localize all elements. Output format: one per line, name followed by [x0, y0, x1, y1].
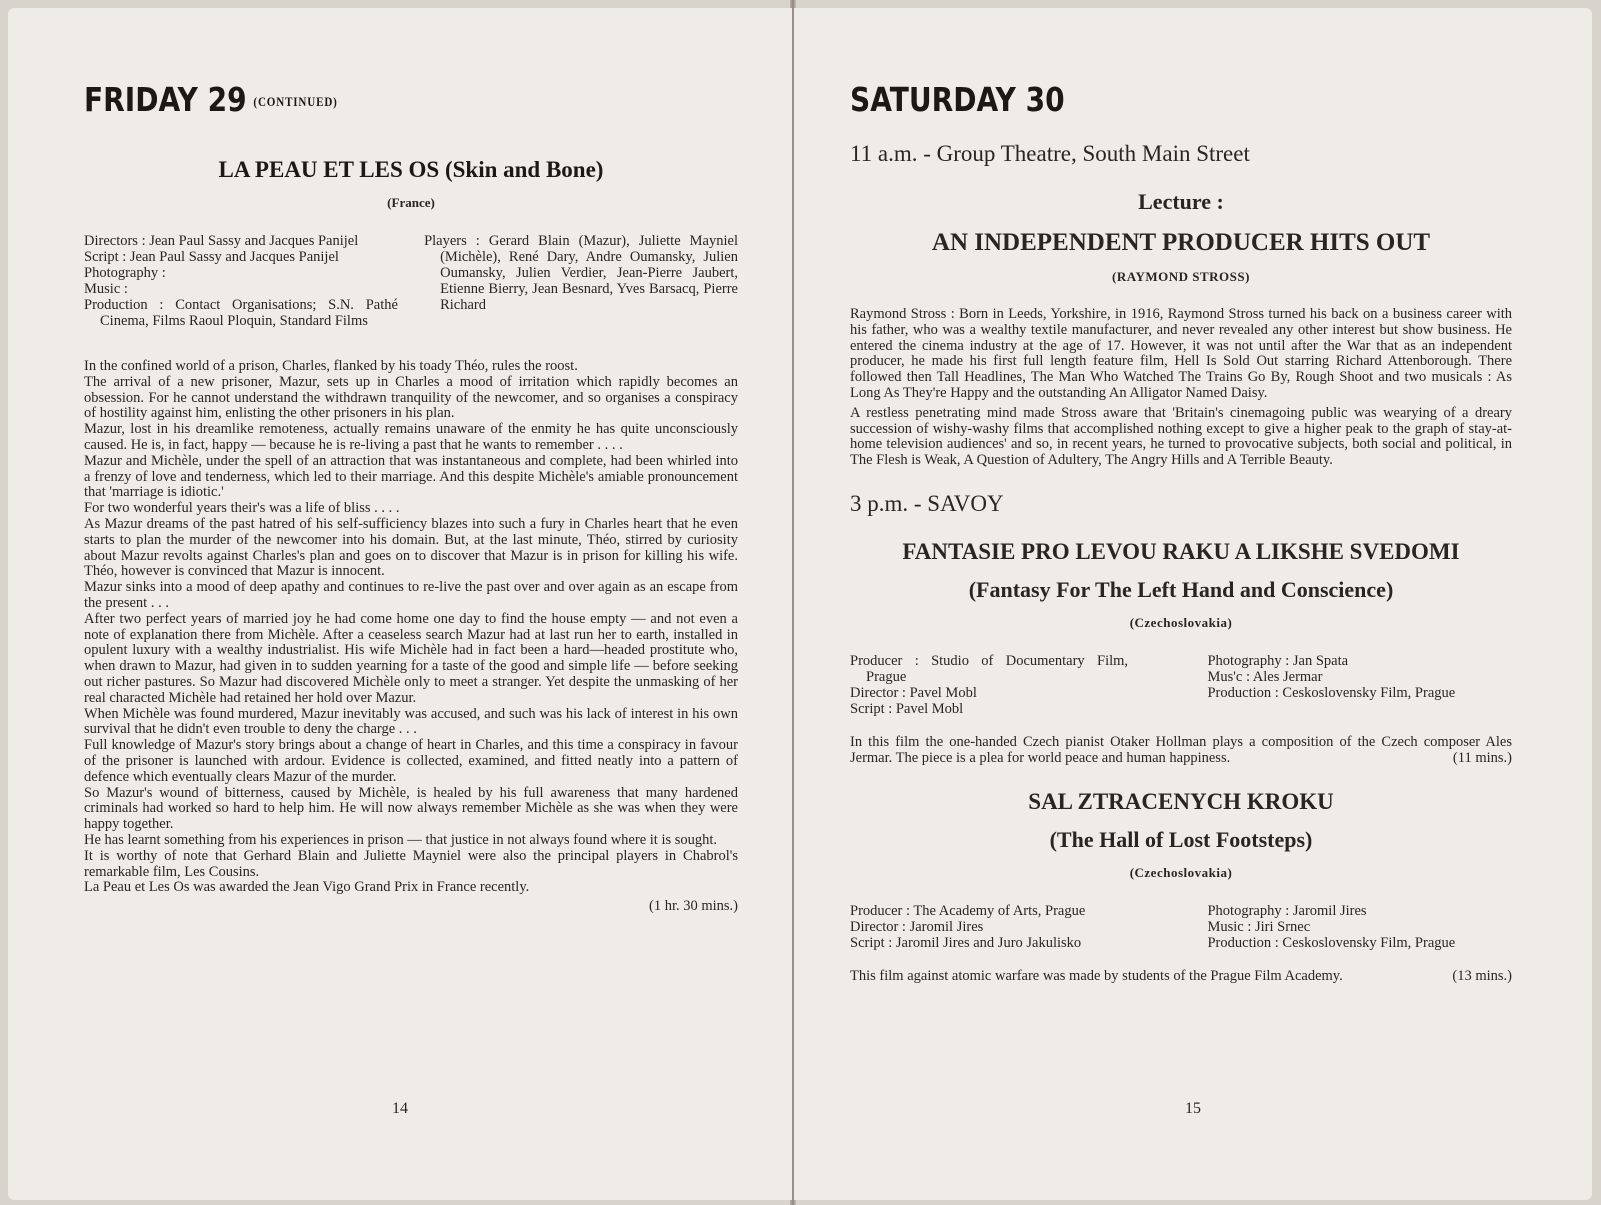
credit-music: Music : — [84, 281, 128, 297]
lecture-speaker: (RAYMOND STROSS) — [1112, 269, 1250, 284]
credit-players: Players : Gerard Blain (Mazur), Juliette Mayniel (Michèle), René Dary, Andre Oumansky, Julien Oumansky, Julien Verdier, Jean-Pierre Jaubert, Etienne Bierry, Jean Besnard, Yves Barsacq, Pierre Richard — [424, 233, 738, 313]
film1-credits-right — [1207, 653, 1512, 717]
credit-music: Mus'c : Ales Jermar — [1207, 668, 1323, 685]
credits-column-left — [84, 233, 398, 329]
lecture-label: Lecture : — [1138, 189, 1224, 214]
synopsis-paragraph: Mazur and Michèle, under the spell of an attraction that was instantaneous and complete, had been whirled into a frenzy of love and tenderness, which led to their marriage. And this despite Michèle's amiable pronouncement that 'marriage is idiotic.' — [84, 452, 738, 501]
film1-country: (Czechoslovakia) — [1129, 614, 1233, 630]
lecture-paragraph: A restless penetrating mind made Stross aware that 'Britain's cinemagoing public was wearying of a dreary succession of wishy-washy films that accomplished nothing except to give a higher peak to the graph of stay-at-home television audiences' and so, in recent years, he turned to provocative subjects, both social and political, in The Flesh is Weak, A Question of Adultery, The Angry Hills and A Terrible Beauty. — [850, 404, 1512, 469]
credit-director: Director : Jaromil Jires — [850, 918, 984, 935]
credit-script: Script : Jaromil Jires and Juro Jakulisko — [850, 934, 1082, 951]
credit-script: Script : Pavel Mobl — [850, 700, 964, 717]
film2-country: (Czechoslovakia) — [1129, 864, 1233, 880]
right-page — [794, 8, 1592, 1200]
film1-title: FANTASIE PRO LEVOU RAKU A LIKSHE SVEDOMI — [902, 538, 1460, 564]
film2-title: SAL ZTRACENYCH KROKU — [1028, 788, 1334, 814]
credit-music: Music : Jiri Srnec — [1207, 918, 1311, 935]
synopsis-paragraph: In the confined world of a prison, Charles, flanked by his toady Théo, rules the roost. — [84, 358, 578, 374]
synopsis-paragraph: The arrival of a new prisoner, Mazur, sets up in Charles a mood of irritation which rapidly becomes an obsession. For he cannot understand the withdrawn tranquility of the newcomer, and so organises a conspiracy of hostility against him, enlisting the other prisoners in his plan. — [84, 373, 738, 422]
lecture-description — [850, 307, 1512, 469]
credit-script: Script : Jean Paul Sassy and Jacques Panijel — [84, 249, 339, 265]
film-credits — [84, 233, 738, 329]
credit-director: Director : Pavel Mobl — [850, 684, 977, 701]
film2-description — [850, 969, 1512, 985]
credit-photography: Photography : — [84, 265, 166, 281]
synopsis — [84, 359, 738, 896]
time-slot-afternoon: 3 p.m. - SAVOY — [850, 490, 1004, 516]
credit-photography: Photography : Jan Spata — [1207, 652, 1349, 669]
credit-production: Production : Ceskoslovensky Film, Prague — [1207, 934, 1456, 951]
synopsis-paragraph: After two perfect years of married joy he had come home one day to find the house empty — and not even a note of explanation there from Michèle. After a ceaseless search Mazur had at last run her to earth, installed in opulent luxury with a wealthy industrialist. His wife Michèle had in fact been a hard—headed prostitute who, when drawn to Mazur, had given in to sudden yearning for a taste of the good and simple life — before seeking out richer pastures. So Mazur had discovered Michèle only to meet a stranger. Yet despite the unmasking of her real characted Michèle had retained her hold over Mazur. — [84, 610, 738, 706]
credits-column-right — [424, 233, 738, 329]
film2-credits — [850, 903, 1512, 951]
lecture-title: AN INDEPENDENT PRODUCER HITS OUT — [931, 229, 1431, 256]
film1-description — [850, 735, 1512, 767]
film2-credits-right — [1207, 903, 1512, 951]
film-duration: (1 hr. 30 mins.) — [648, 898, 738, 915]
synopsis-paragraph: For two wonderful years their's was a life of bliss . . . . — [84, 500, 400, 517]
credit-producer: Producer : The Academy of Arts, Prague — [850, 902, 1086, 919]
synopsis-paragraph: La Peau et Les Os was awarded the Jean Vigo Grand Prix in France recently. — [84, 879, 530, 896]
continued-label: (CONTINUED) — [253, 93, 338, 109]
film2-description-text: This film against atomic warfare was made by students of the Prague Film Academy. — [850, 967, 1343, 984]
credit-directors: Directors : Jean Paul Sassy and Jacques Panijel — [84, 233, 359, 249]
film2-subtitle: (The Hall of Lost Footsteps) — [1049, 826, 1313, 852]
credit-producer: Producer : Studio of Documentary Film, Prague — [850, 652, 1129, 685]
credit-photography: Photography : Jaromil Jires — [1207, 902, 1367, 919]
film1-credits-left — [850, 653, 1128, 717]
time-slot-morning: 11 a.m. - Group Theatre, South Main Street — [850, 141, 1250, 166]
synopsis-paragraph: It is worthy of note that Gerhard Blain and Juliette Mayniel were also the principal players in Chabrol's remarkable film, Les Cousins. — [84, 847, 738, 880]
synopsis-paragraph: Mazur sinks into a mood of deep apathy and continues to re-live the past over and over again as an escape from the present . . . — [84, 579, 738, 611]
synopsis-paragraph: Full knowledge of Mazur's story brings about a change of heart in Charles, and this time a conspiracy in favour of the prisoner is launched with ardour. Evidence is collected, examined, and fitted neatly into a pattern of defence which eventually clears Mazur of the murder. — [84, 737, 738, 785]
credit-production: Production : Ceskoslovensky Film, Prague — [1207, 684, 1456, 701]
synopsis-paragraph: Mazur, lost in his dreamlike remoteness, actually remains unaware of the enmity he has quite unconsciously caused. He is, in fact, happy — because he is re-living a past that he wants to remember . . . . — [84, 421, 738, 453]
page-number-left: 14 — [392, 1100, 408, 1117]
left-page — [8, 8, 792, 1200]
day-heading-friday — [84, 80, 640, 119]
day-heading-saturday: SATURDAY 30 — [850, 80, 1065, 119]
day-label: FRIDAY 29 — [84, 80, 247, 119]
synopsis-paragraph: As Mazur dreams of the past hatred of his self-sufficiency blazes into such a fury in Charles heart that he even starts to plan the murder of the newcomer into his domain. But, at the last minute, Théo, stirred by curiosity about Mazur revolts against Charles's plan and goes on to discover that Mazur is in prison for killing his wife. Théo, however is convinced that Mazur is innocent. — [84, 515, 738, 580]
film-country: (France) — [387, 195, 435, 210]
film1-subtitle: (Fantasy For The Left Hand and Conscience) — [968, 576, 1394, 602]
synopsis-paragraph: So Mazur's wound of bitterness, caused by Michèle, is healed by his full awareness that many hardened criminals had worked so hard to help him. He will now always remember Michèle as she was when they were happy together. — [84, 784, 738, 833]
synopsis-paragraph: When Michèle was found murdered, Mazur inevitably was accused, and such was his lack of interest in his own survival that he didn't even trouble to deny the charge . . . — [84, 705, 738, 738]
film1-credits — [850, 653, 1512, 717]
synopsis-paragraph: He has learnt something from his experiences in prison — that justice in not always found where it is sought. — [84, 831, 718, 848]
film2-duration: (13 mins.) — [1452, 967, 1512, 984]
film-title: LA PEAU ET LES OS (Skin and Bone) — [218, 157, 604, 182]
credit-production: Production : Contact Organisations; S.N. Pathé Cinema, Films Raoul Ploquin, Standard Films — [84, 297, 398, 329]
film1-description-text: In this film the one-handed Czech pianist Otaker Hollman plays a composition of the Czech composer Ales Jermar. The piece is a plea for world peace and human happiness. — [850, 733, 1512, 766]
film1-duration: (11 mins.) — [1452, 749, 1512, 766]
page-number-right: 15 — [1185, 1100, 1201, 1117]
lecture-paragraph: Raymond Stross : Born in Leeds, Yorkshire, in 1916, Raymond Stross turned his back on a business career with his father, who was a wealthy textile manufacturer, and never revealed any other interest but show business. He entered the cinema industry at the age of 17. However, it was not until after the War that as an independent producer, he made his first full length feature film, Hell Is Sold Out starring Richard Attenborough. There followed then Tall Headlines, The Man Who Watched The Trains Go By, Rough Shoot and two musicals : As Long As They're Happy and the outstanding An Alligator Named Daisy. — [850, 306, 1512, 401]
film2-credits-left — [850, 903, 1128, 951]
